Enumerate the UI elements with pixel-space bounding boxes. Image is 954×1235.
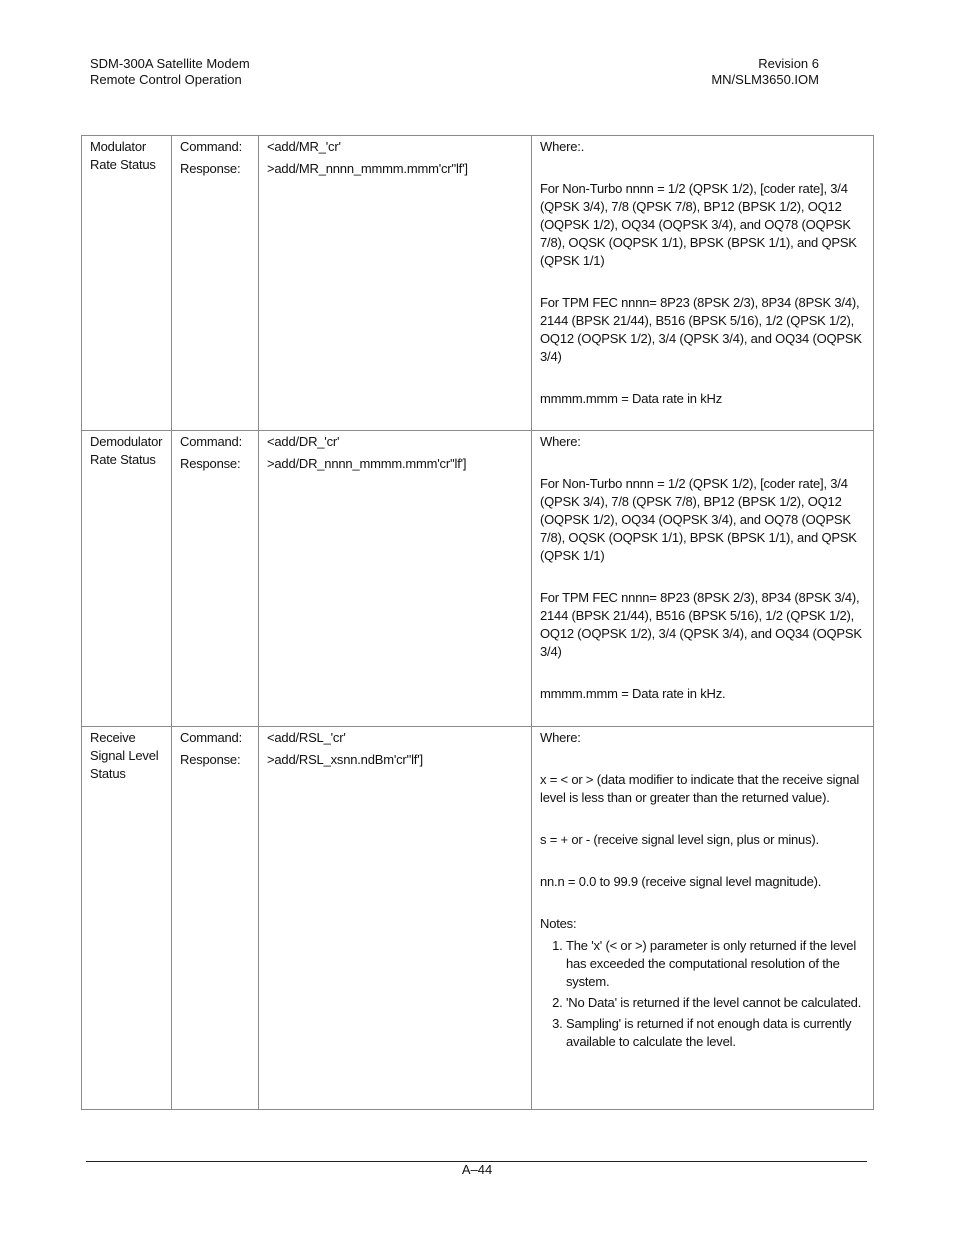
response-label: Response: — [180, 161, 241, 176]
command-syntax: <add/MR_'cr' — [267, 139, 341, 154]
description-cell — [532, 727, 874, 1110]
command-label: Command: — [180, 434, 242, 449]
parameter-name-line: Status — [90, 766, 126, 781]
description-paragraph: For Non-Turbo nnnn = 1/2 (QPSK 1/2), [coder rate], 3/4 (QPSK 3/4), 7/8 (QPSK 7/8), BP12 (BPSK 1/2), OQ12 (OQPSK 1/2), OQ34 (OQPSK 3/4), and OQ78 (OQPSK 7/8), OQSK (OQPSK 1/1), BPSK (BPSK 1/1), and QPSK (QPSK 1/1) — [540, 181, 857, 268]
notes-heading: Notes: — [540, 916, 577, 931]
note-item: 1. The 'x' (< or >) parameter is only returned if the level has exceeded the computational resolution of the system. — [566, 937, 865, 991]
parameter-name-line: Rate Status — [90, 452, 156, 467]
description-cell — [532, 431, 874, 727]
command-label: Command: — [180, 139, 242, 154]
description-paragraph: Where: — [540, 730, 581, 745]
response-syntax: >add/DR_nnnn_mmmm.mmm'cr''lf'] — [267, 456, 467, 471]
label-cell — [172, 727, 259, 1110]
description-paragraph: mmmm.mmm = Data rate in kHz — [540, 391, 723, 406]
syntax-cell — [259, 136, 532, 431]
command-syntax: <add/DR_'cr' — [267, 434, 340, 449]
description-cell — [532, 136, 874, 431]
parameter-name-cell — [82, 727, 172, 1110]
document-section: Remote Control Operation — [90, 72, 242, 87]
response-label: Response: — [180, 456, 241, 471]
page-number: A–44 — [461, 1162, 493, 1177]
document-number: MN/SLM3650.IOM — [711, 72, 819, 87]
description-paragraph: Where: — [540, 434, 581, 449]
description-paragraph: For Non-Turbo nnnn = 1/2 (QPSK 1/2), [coder rate], 3/4 (QPSK 3/4), 7/8 (QPSK 7/8), BP12 (BPSK 1/2), OQ12 (OQPSK 1/2), OQ34 (OQPSK 3/4), and OQ78 (OQPSK 7/8), OQSK (OQPSK 1/1), BPSK (BPSK 1/1), and QPSK (QPSK 1/1) — [540, 476, 857, 563]
parameter-name-cell — [82, 431, 172, 727]
parameter-name-line: Receive — [90, 730, 136, 745]
parameter-name-cell — [82, 136, 172, 431]
header-left — [90, 56, 250, 88]
response-syntax: >add/RSL_xsnn.ndBm'cr''lf'] — [267, 752, 423, 767]
command-table — [81, 135, 874, 1110]
table-row-receive-signal-level-status — [82, 727, 874, 1110]
revision-label: Revision 6 — [758, 56, 819, 71]
description-paragraph: For TPM FEC nnnn= 8P23 (8PSK 2/3), 8P34 (8PSK 3/4), 2144 (BPSK 21/44), B516 (BPSK 5/16), 1/2 (QPSK 1/2), OQ12 (OQPSK 1/2), 3/4 (QPSK 3/4), and OQ34 (OQPSK 3/4) — [540, 295, 862, 364]
parameter-name-line: Signal Level — [90, 748, 159, 763]
label-cell — [172, 136, 259, 431]
response-label: Response: — [180, 752, 241, 767]
syntax-cell — [259, 727, 532, 1110]
response-syntax: >add/MR_nnnn_mmmm.mmm'cr''lf'] — [267, 161, 468, 176]
note-item: 2. 'No Data' is returned if the level cannot be calculated. — [566, 994, 865, 1012]
command-label: Command: — [180, 730, 242, 745]
parameter-name-line: Rate Status — [90, 157, 156, 172]
description-paragraph: For TPM FEC nnnn= 8P23 (8PSK 2/3), 8P34 (8PSK 3/4), 2144 (BPSK 21/44), B516 (BPSK 5/16), 1/2 (QPSK 1/2), OQ12 (OQPSK 1/2), 3/4 (QPSK 3/4), and OQ34 (OQPSK 3/4) — [540, 590, 862, 659]
document-title: SDM-300A Satellite Modem — [90, 56, 250, 71]
label-cell — [172, 431, 259, 727]
description-paragraph: s = + or - (receive signal level sign, plus or minus). — [540, 832, 819, 847]
description-paragraph: nn.n = 0.0 to 99.9 (receive signal level magnitude). — [540, 874, 822, 889]
syntax-cell — [259, 431, 532, 727]
description-paragraph: Where:. — [540, 139, 585, 154]
notes-list — [540, 937, 865, 1051]
parameter-name-line: Demodulator — [90, 434, 163, 449]
parameter-name-line: Modulator — [90, 139, 147, 154]
note-item: 3. Sampling' is returned if not enough data is currently available to calculate the level. — [566, 1015, 865, 1051]
command-syntax: <add/RSL_'cr' — [267, 730, 346, 745]
description-paragraph: mmmm.mmm = Data rate in kHz. — [540, 686, 726, 701]
header-right — [711, 56, 819, 88]
table-row-modulator-rate-status — [82, 136, 874, 431]
table-row-demodulator-rate-status — [82, 431, 874, 727]
description-paragraph: x = < or > (data modifier to indicate that the receive signal level is less than or greater than the returned value). — [540, 772, 860, 805]
